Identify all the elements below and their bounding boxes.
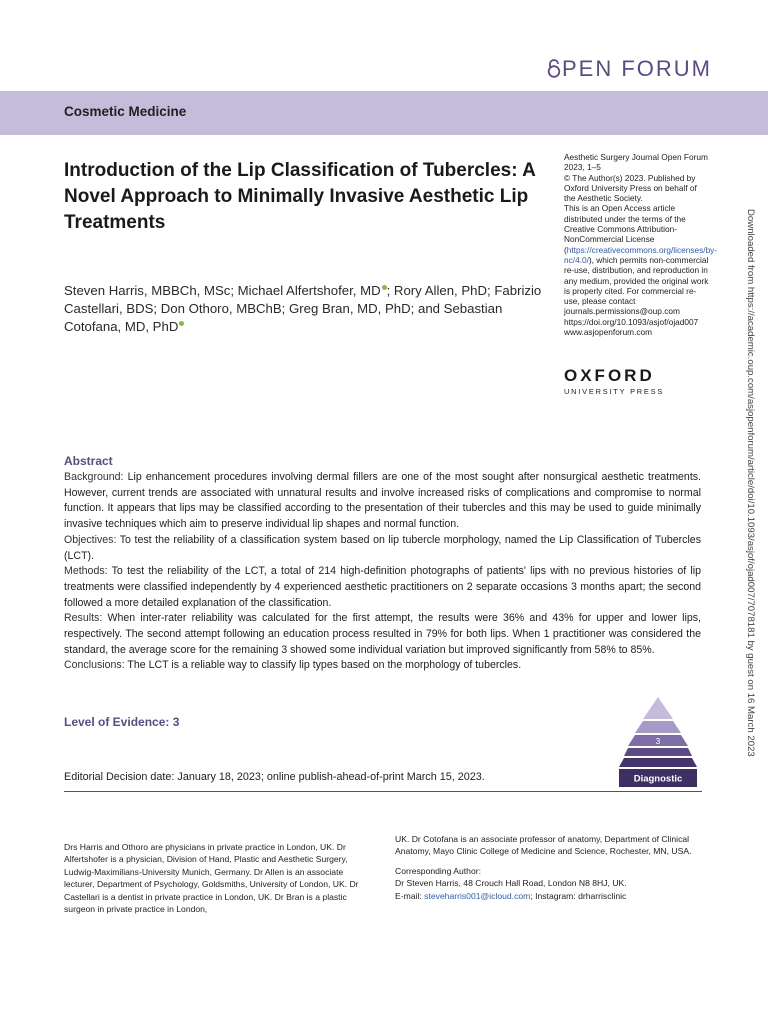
open-forum-logo	[546, 56, 712, 82]
abstract-background: Background: Lip enhancement procedures involving dermal fillers are one of the most sought after nonsurgical aesthetic treatments. However, current trends are associated with unnatural results and involve increased risks of complications and compromise to normal function. It appears that lips may be classified according to the presentation of their tubercles and this may be used to guide minimally invasive techniques which aim to preserve individual lip shapes and normal function.	[64, 471, 702, 531]
evidence-level-number: 3	[655, 737, 661, 746]
footnote-affiliations: Drs Harris and Othoro are physicians in private practice in London, UK. Dr Alfertshofer is a physician, Division of Hand, Plastic and Aesthetic Surgery, Ludwig-Maximilians-University Munich, Germany. Dr Allen is an associate lecturer, Department of Psychology, Goldsmiths, University of London, UK. Dr Castellari is a dentist in private practice in London, UK. Dr Bran is a plastic surgeon in private practice in London,	[64, 842, 359, 915]
journal-site-link[interactable]: www.asjopenforum.com	[564, 327, 653, 338]
section-label: Cosmetic Medicine	[64, 104, 187, 119]
evidence-pyramid-icon	[619, 697, 697, 787]
oxford-logo	[564, 366, 674, 396]
level-of-evidence: Level of Evidence: 3	[64, 715, 180, 729]
journal-meta	[564, 152, 718, 338]
abstract-conclusions: Conclusions: The LCT is a reliable way to classify lip types based on the morphology of tubercles.	[64, 659, 522, 672]
article-title: Introduction of the Lip Classification of Tubercles: A Novel Approach to Minimally Invasive Aesthetic Lip Treatments	[64, 160, 536, 233]
license-link[interactable]: https://creativecommons.org/licenses/by-nc/4.0/	[564, 244, 718, 265]
author-list	[64, 282, 549, 336]
corresponding-label: Corresponding Author:	[395, 865, 481, 876]
email-link[interactable]: steveharris001@icloud.com	[424, 890, 531, 901]
orcid-icon[interactable]	[179, 321, 184, 326]
corresponding-address: Dr Steven Harris, 48 Crouch Hall Road, London N8 8HJ, UK.	[395, 878, 627, 889]
authors-part-1: Steven Harris, MBBCh, MSc; Michael Alfertshofer, MD	[64, 283, 381, 298]
abstract-heading: Abstract	[64, 454, 113, 468]
abstract-body	[64, 470, 701, 674]
abstract-methods: Methods: To test the reliability of the LCT, a total of 214 high-definition photographs of patients' lips with no previous histories of lip treatments were classified independently by 4 experienced aesthetic practitioners on 2 separate occasions 3 months apart; the second followed a more detailed explanation of the classification.	[64, 565, 701, 609]
publisher-sub: UNIVERSITY PRESS	[564, 387, 665, 396]
license-text: This is an Open Access article distributed under the terms of the Creative Commons Attribution-NonCommercial License (https://creativecommons.org/licenses/by-nc/4.0/), which permits non-commercial re-use, distribution, and reproduction in any medium, provided the original work is properly cited. For commercial re-use, please contact journals.permissions@oup.com	[564, 203, 718, 317]
abstract-results: Results: When inter-rater reliability was calculated for the first attempt, the results were 36% and 43% for upper and lower lips, respectively. The second attempt following an education process resulted in 79% for both lips. When 1 practitioner was considered the standard, the average score for the remaining 3 showed some individual variation but improved significantly from 58% to 85%.	[64, 612, 701, 656]
journal-issue: 2023, 1–5	[564, 162, 601, 173]
download-note: Downloaded from https://academic.oup.com/asjopenforum/article/doi/10.1093/asjof/ojad007/7078181 by guest on 16 March 2023	[745, 209, 756, 757]
abstract-objectives: Objectives: To test the reliability of a classification system based on lip tubercle morphology, named the Lip Classification of Tubercles (LCT).	[64, 533, 701, 562]
editorial-dates: Editorial Decision date: January 18, 2023; online publish-ahead-of-print March 15, 2023.	[64, 771, 485, 783]
contact-line: E-mail: steveharris001@icloud.com; Instagram: drharrisclinic	[395, 890, 627, 901]
diagnostic-label: Diagnostic	[633, 773, 683, 785]
doi-link[interactable]: https://doi.org/10.1093/asjof/ojad007	[564, 316, 699, 327]
footnote-corresponding	[395, 833, 705, 902]
authors-part-2: ; Rory Allen, PhD; Fabrizio Castellari, BDS; Don Othoro, MBChB; Greg Bran, MD, PhD; and Sebastian Cotofana, MD, PhD	[64, 283, 542, 334]
open-lock-icon	[546, 58, 562, 78]
divider	[64, 791, 702, 792]
journal-name: Aesthetic Surgery Journal Open Forum	[564, 152, 708, 162]
publisher-name: OXFORD	[564, 366, 655, 385]
affiliation-cont: UK. Dr Cotofana is an associate professor of anatomy, Department of Clinical Anatomy, Mayo Clinic College of Medicine and Science, Rochester, MN, USA.	[395, 834, 692, 857]
logo-text: PEN FORUM	[562, 56, 712, 81]
copyright: © The Author(s) 2023. Published by Oxford University Press on behalf of the Aesthetic Society.	[564, 172, 697, 204]
